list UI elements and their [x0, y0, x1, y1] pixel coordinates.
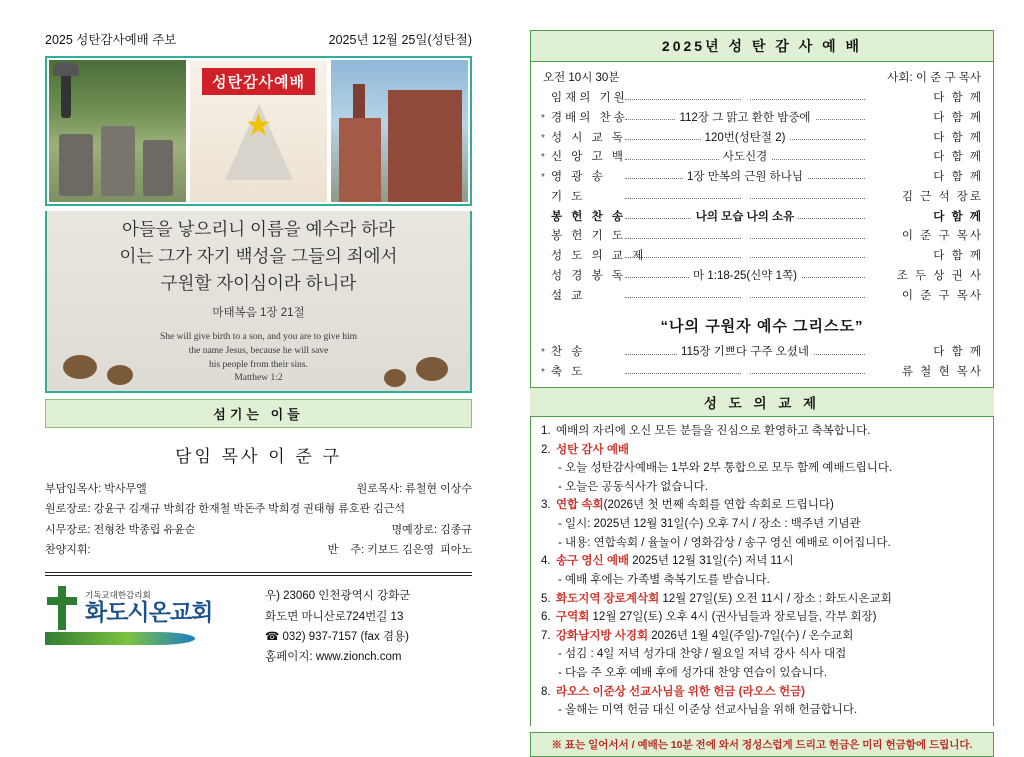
order-item-name: 성 경 봉 독 — [551, 269, 627, 282]
order-item — [541, 168, 983, 188]
notice-text: 연합 속회(2026년 첫 번째 속회를 연합 속회로 드립니다) — [556, 499, 834, 512]
church-name: 화도시온교회 — [85, 599, 213, 626]
church-building-shape — [388, 90, 462, 202]
pinecone-icon-1 — [63, 355, 97, 379]
notice-number: 8. — [541, 685, 551, 698]
notice-sub: - 다음 주 오후 예배 후에 성가대 찬양 연습이 있습니다. — [558, 667, 828, 680]
service-title: 2025년 성 탄 감 사 예 배 — [530, 30, 994, 62]
order-item-person: 다 함 께 — [933, 131, 983, 144]
verse-reference-en: Matthew 1:2 — [234, 373, 283, 384]
order-item-name: 영 광 송 — [551, 171, 606, 184]
notice-keyword: 성탄 감사 예배 — [556, 443, 630, 456]
order-item — [541, 148, 983, 168]
church-spire-shape — [353, 84, 365, 118]
order-item-person: 다 함 께 — [933, 250, 983, 263]
notice-item — [541, 552, 983, 571]
verse-reference-kr: 마태복음 1장 21절 — [212, 307, 305, 320]
staff-right-0: 원로목사: 류철현 이상수 — [356, 483, 472, 495]
left-page — [0, 0, 512, 724]
logo-swoosh — [45, 632, 195, 645]
order-item-detail — [625, 89, 865, 109]
order-item — [541, 188, 983, 208]
notice-text: 송구 영신 예배 2025년 12월 31일(수) 저녁 11시 — [556, 555, 794, 568]
staff-row — [45, 520, 472, 540]
notice-number: 5. — [541, 592, 551, 605]
order-item — [541, 89, 983, 109]
notice-text: 화도지역 장로계삭회 12월 27일(토) 오전 11시 / 장소 : 화도시온교회 — [556, 592, 892, 605]
church-homepage[interactable]: 홈페이지: www.zionch.com — [265, 650, 402, 663]
notice-sub: - 올해는 미역 헌금 대신 이준상 선교사님을 위해 헌금합니다. — [558, 704, 858, 717]
staff-list — [45, 479, 472, 560]
verse-korean-line-3: 구원할 자이심이라 하니라 — [160, 273, 357, 294]
church-footer — [45, 586, 472, 667]
logo-row — [45, 586, 251, 630]
notice-keyword: 라오스 이준상 선교사님을 위한 헌금 (라오스 헌금) — [556, 685, 806, 698]
notice-text: 강화남지방 사경회 2026년 1월 4일(주일)-7일(수) / 온수교회 — [556, 629, 854, 642]
order-item — [541, 267, 983, 287]
notice-item — [541, 627, 983, 646]
service-time-row — [541, 68, 983, 89]
cross-icon — [45, 586, 79, 630]
order-item-name: 봉 헌 찬 송 — [551, 210, 627, 223]
order-item-detail — [625, 363, 865, 383]
order-item-name: 봉 헌 기 도 — [551, 230, 627, 243]
notice-text: 예배의 자리에 오신 모든 분들을 진심으로 환영하고 축복합니다. — [556, 424, 871, 437]
order-item-detail — [625, 287, 865, 307]
notice-text — [556, 683, 983, 702]
order-item — [541, 343, 983, 363]
notice-item — [541, 496, 983, 515]
notice-item — [541, 590, 983, 609]
order-item — [541, 109, 983, 129]
order-item-person: 다 함 께 — [933, 151, 983, 164]
order-item-detail — [625, 227, 865, 247]
order-item-detail: 나의 모습 나의 소유 — [625, 208, 865, 228]
notice-sub: - 일시: 2025년 12월 31일(수) 오후 7시 / 장소 : 백주년 기념관 — [558, 518, 861, 531]
order-item-person: 김 근 석 장로 — [901, 190, 983, 203]
notice-sub: - 예배 후에는 가족별 축복기도를 받습니다. — [558, 573, 770, 586]
notice-item — [541, 683, 983, 702]
notice-keyword: 연합 속회 — [556, 499, 604, 512]
photo-christmas-banner — [190, 60, 327, 202]
logo-text — [85, 591, 212, 626]
notice-number: 3. — [541, 499, 551, 512]
verse-english-line-2: the name Jesus, because he will save — [188, 345, 329, 356]
photo-strip — [45, 56, 472, 206]
spacer — [147, 479, 357, 499]
notice-keyword: 구역회 — [556, 611, 590, 624]
church-phone: ☎ 032) 937-7157 (fax 겸용) — [265, 630, 409, 643]
order-item-detail: 112장 그 맑고 환한 밤중에 — [625, 109, 865, 129]
notice-number: 1. — [541, 424, 551, 437]
notice-text — [556, 441, 983, 460]
standing-mark: * — [541, 152, 545, 164]
staff-row — [45, 479, 472, 499]
order-item-detail: 120번(성탄절 2) — [625, 129, 865, 149]
order-item-name: 신 앙 고 백 — [551, 151, 627, 164]
order-item-person: 다 함 께 — [933, 171, 983, 184]
divider-top — [45, 572, 472, 573]
verse-english-line-3: his people from their sins. — [209, 359, 308, 370]
servants-title: 섬기는 이들 — [45, 399, 472, 428]
verse-card — [45, 211, 472, 393]
service-presider: 사회: 이 준 구 목사 — [887, 72, 981, 84]
order-item-person: 다 함 께 — [933, 346, 983, 359]
order-item-detail: 마 1:18-25(신약 1쪽) — [625, 267, 865, 287]
pinecone-icon-3 — [416, 357, 448, 381]
order-item-name: 임재의 기원 — [551, 92, 628, 104]
notice-sub: - 오늘 성탄감사예배는 1부와 2부 통합으로 모두 함께 예배드립니다. — [558, 462, 893, 475]
fellowship-title: 성 도 의 교 제 — [530, 387, 994, 417]
photo-monument — [49, 60, 186, 202]
service-footnote: ※ 표는 일어서서 / 예배는 10분 전에 와서 정성스럽게 드리고 헌금은 미리 헌금함에 드립니다. — [530, 732, 994, 757]
standing-mark: * — [541, 347, 545, 359]
verse-english-line-1: She will give birth to a son, and you are to give him — [159, 332, 358, 343]
order-item-name: 성 시 교 독 — [551, 131, 627, 144]
notice-keyword: 송구 영신 예배 — [556, 555, 630, 568]
order-item — [541, 208, 983, 228]
notice-number: 2. — [541, 443, 551, 456]
order-item-person: 이 준 구 목사 — [901, 230, 983, 243]
order-item — [541, 129, 983, 149]
order-item-person: 다 함 께 — [933, 210, 983, 223]
monument-stone-1 — [59, 134, 93, 196]
pinecone-icon-2 — [107, 365, 133, 385]
notice-keyword: 화도지역 장로계삭회 — [556, 592, 660, 605]
divider-bottom — [45, 575, 472, 576]
staff-left-3: 찬양지휘: — [45, 544, 91, 557]
monument-stone-3 — [143, 140, 173, 196]
order-item-name: 기 도 — [551, 190, 586, 203]
order-item-name: 경배의 찬송 — [551, 111, 628, 124]
order-item-detail: 115장 기쁘다 구주 오셨네 — [625, 343, 865, 363]
notice-item — [541, 608, 983, 627]
denomination-label: 기독교대한감리회 — [85, 590, 151, 601]
staff-row — [45, 540, 472, 560]
church-address: 화도면 마니산로724번길 13 — [265, 610, 404, 623]
star-icon: ★ — [245, 109, 272, 142]
standing-mark: * — [541, 132, 545, 144]
left-header — [45, 30, 472, 48]
notice-keyword: 강화남지방 사경회 — [556, 629, 649, 642]
standing-mark: * — [541, 367, 545, 379]
order-item-detail: 1장 만복의 근원 하나님 — [625, 168, 865, 188]
monument-stone-2 — [101, 126, 135, 196]
right-page — [512, 0, 1024, 751]
staff-left-0: 부담임목사: 박사무엘 — [45, 483, 147, 495]
order-item-person: 이 준 구 목사 — [901, 289, 983, 302]
notice-item — [541, 441, 983, 460]
order-item-person: 조 두 상 권 사 — [896, 269, 983, 282]
staff-row — [45, 499, 472, 519]
staff-left-1: 원로장로: 강윤구 김재규 박희감 한재철 박돈주 박희경 권태형 류호관 김근석 — [45, 503, 405, 516]
notice-number: 7. — [541, 629, 551, 642]
standing-mark: * — [541, 172, 545, 184]
order-item — [541, 287, 983, 307]
sermon-title: “나의 구원자 예수 그리스도” — [660, 318, 864, 336]
photo-church-building — [331, 60, 468, 202]
order-item-person: 류 철 현 목사 — [901, 366, 983, 379]
standing-mark: * — [541, 112, 545, 124]
notice-sub: - 섬김 : 4일 저녁 성가대 찬양 / 월요일 저녁 강사 식사 대접 — [558, 648, 847, 661]
bulletin-title: 2025 성탄감사예배 주보 — [45, 33, 177, 47]
order-item-name: 찬 송 — [551, 346, 586, 359]
bulletin-date: 2025년 12월 25일(성탄절) — [328, 33, 472, 47]
order-item-name: 설 교 — [551, 289, 586, 302]
order-item-detail — [625, 188, 865, 208]
staff-left-2: 시무장로: 전형찬 박종립 유윤순 — [45, 523, 196, 536]
spacer — [195, 520, 391, 540]
order-item-person: 다 함 께 — [933, 92, 983, 104]
church-zip-line: 우) 23060 인천광역시 강화군 — [265, 590, 411, 603]
order-item-detail: 사도신경 — [625, 148, 865, 168]
order-item-detail — [625, 247, 865, 267]
order-item-name: 성 도 의 교 제 — [551, 250, 647, 263]
staff-right-2: 명예장로: 김종규 — [391, 523, 472, 536]
order-item — [541, 363, 983, 383]
order-item — [541, 247, 983, 267]
staff-right-3: 반 주: 키보드 김은영 피아노 — [327, 544, 472, 557]
verse-korean-line-1: 아들을 낳으리니 이름을 예수라 하라 — [121, 218, 396, 239]
church-address-block — [265, 586, 410, 667]
notice-sub: - 내용: 연합속회 / 율놀이 / 영화감상 / 송구 영신 예배로 이어집니다. — [558, 536, 891, 549]
church-logo-block — [45, 586, 251, 645]
notice-number: 6. — [541, 611, 551, 624]
order-item-name: 축 도 — [551, 366, 586, 379]
senior-pastor: 담임 목사 이 준 구 — [175, 447, 342, 466]
notice-sub: - 오늘은 공동식사가 없습니다. — [558, 480, 708, 493]
verse-korean-line-2: 이는 그가 자기 백성을 그들의 죄에서 — [119, 245, 398, 266]
pinecone-icon-4 — [384, 369, 406, 387]
church-annex-shape — [339, 118, 381, 202]
notice-number: 4. — [541, 555, 551, 568]
spacer — [91, 540, 328, 560]
order-of-service — [530, 62, 994, 387]
notice-list — [530, 417, 994, 726]
service-time: 오전 10시 30분 — [543, 72, 620, 84]
order-item — [541, 227, 983, 247]
notice-item — [541, 422, 983, 441]
christmas-banner-text: 성탄감사예배 — [202, 68, 315, 95]
order-item-person: 다 함 께 — [933, 111, 983, 124]
notice-text: 구역회 12월 27일(토) 오후 4시 (권사님들과 장로님들, 각부 회장) — [556, 611, 877, 624]
